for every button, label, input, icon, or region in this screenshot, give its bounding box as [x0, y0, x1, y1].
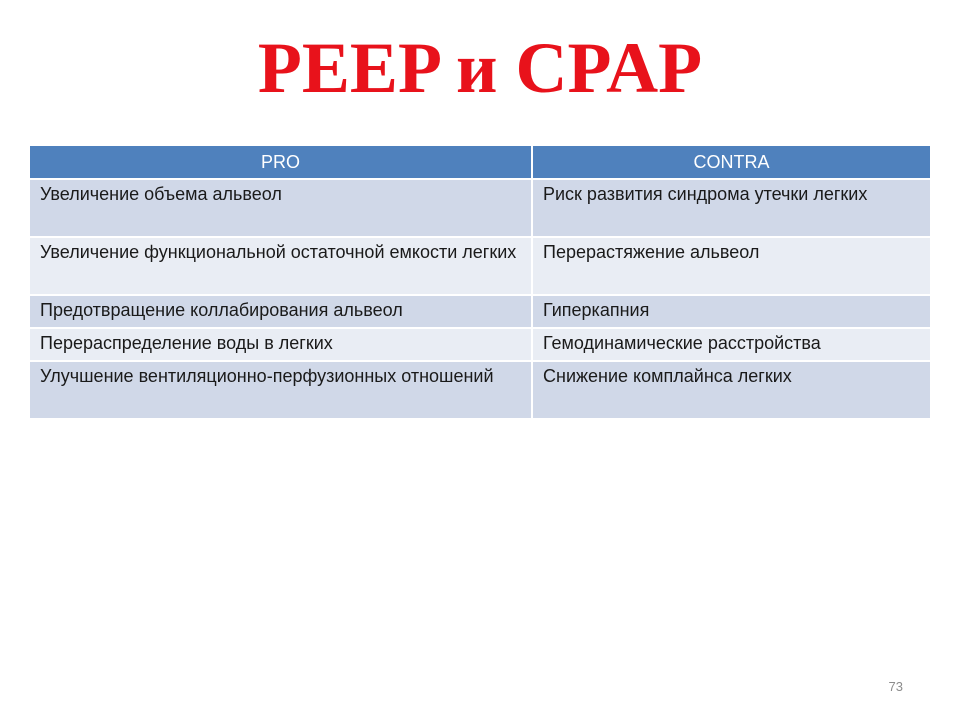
contra-cell: Гемодинамические расстройства — [532, 328, 930, 361]
slide-title: PEEP и CPAP — [257, 28, 703, 108]
table-row — [30, 361, 930, 419]
table-row — [30, 295, 930, 328]
pro-cell: Предотвращение коллабирования альвеол — [30, 295, 532, 328]
table-row — [30, 328, 930, 361]
table-row — [30, 179, 930, 237]
header-pro: PRO — [30, 146, 532, 179]
header-contra: CONTRA — [532, 146, 930, 179]
pro-cell: Увеличение функциональной остаточной емкости легких — [30, 237, 532, 295]
contra-cell: Снижение комплайнса легких — [532, 361, 930, 419]
page-number: 73 — [888, 679, 903, 694]
table-header-row — [30, 146, 930, 179]
pro-cell: Увеличение объема альвеол — [30, 179, 532, 237]
contra-cell: Гиперкапния — [532, 295, 930, 328]
contra-cell: Перерастяжение альвеол — [532, 237, 930, 295]
pro-contra-table — [30, 146, 930, 420]
table-row — [30, 237, 930, 295]
pro-cell: Перераспределение воды в легких — [30, 328, 532, 361]
contra-cell: Риск развития синдрома утечки легких — [532, 179, 930, 237]
pro-cell: Улучшение вентиляционно-перфузионных отношений — [30, 361, 532, 419]
